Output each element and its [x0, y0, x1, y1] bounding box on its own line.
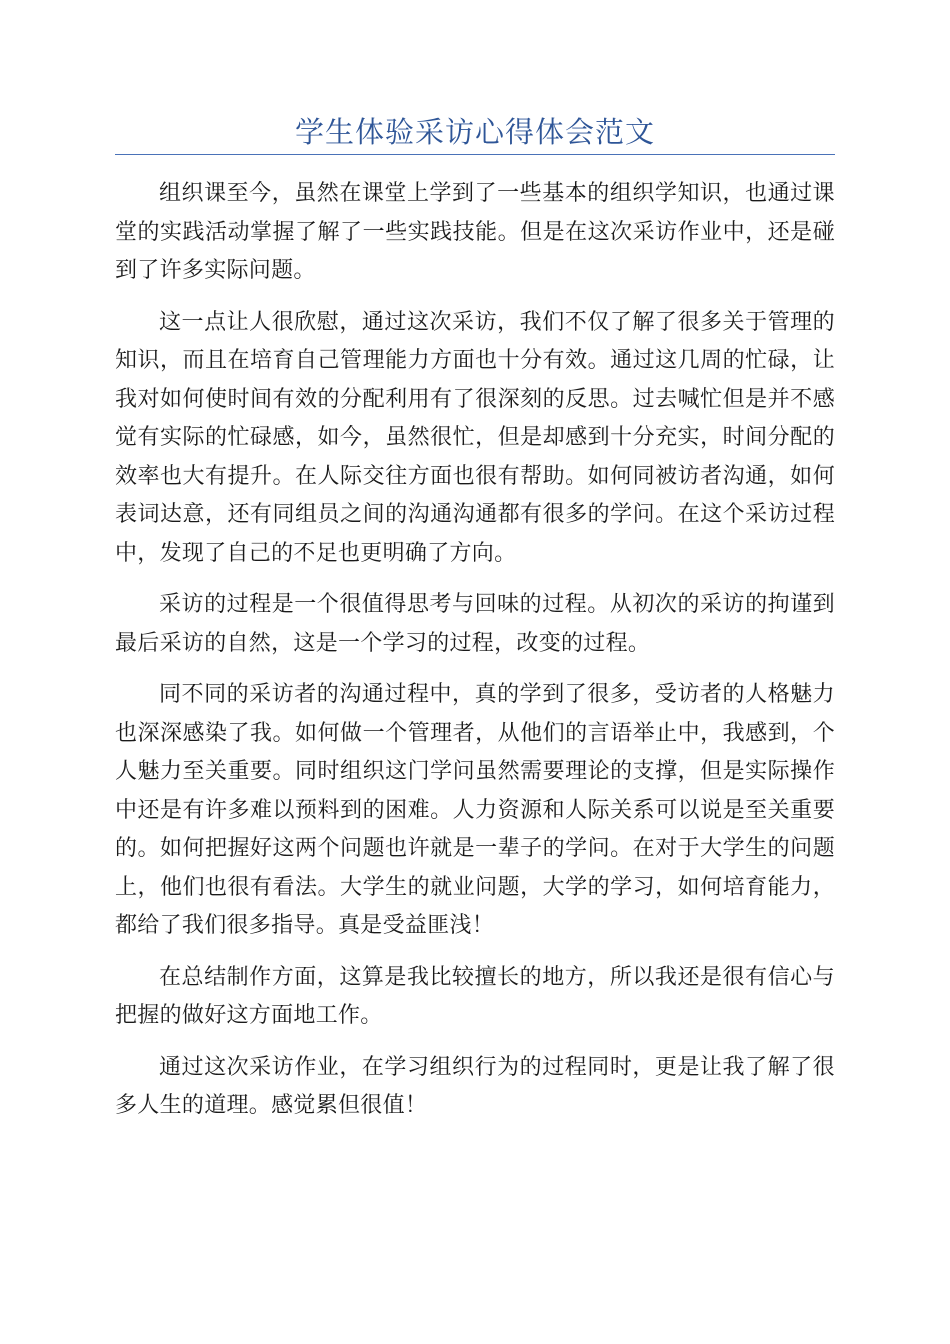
title-underline-divider — [115, 154, 835, 155]
paragraph: 同不同的采访者的沟通过程中，真的学到了很多，受访者的人格魅力也深深感染了我。如何做一个管理者，从他们的言语举止中，我感到，个人魅力至关重要。同时组织这门学问虽然需要理论的支撑，但是实际操作中还是有许多难以预料到的困难。人力资源和人际关系可以说是至关重要的。如何把握好这两个问题也许就是一辈子的学问。在对于大学生的问题上，他们也很有看法。大学生的就业问题，大学的学习，如何培育能力，都给了我们很多指导。真是受益匪浅！ — [115, 682, 835, 938]
paragraph: 采访的过程是一个很值得思考与回味的过程。从初次的采访的拘谨到最后采访的自然，这是一个学习的过程，改变的过程。 — [115, 592, 835, 656]
document-title: 学生体验采访心得体会范文 — [294, 115, 655, 149]
paragraph: 这一点让人很欣慰，通过这次采访，我们不仅了解了很多关于管理的知识，而且在培育自己管理能力方面也十分有效。通过这几周的忙碌，让我对如何使时间有效的分配利用有了很深刻的反思。过去喊忙但是并不感觉有实际的忙碌感，如今，虽然很忙，但是却感到十分充实，时间分配的效率也大有提升。在人际交往方面也很有帮助。如何同被访者沟通，如何表词达意，还有同组员之间的沟通沟通都有很多的学问。在这个采访过程中，发现了自己的不足也更明确了方向。 — [115, 309, 835, 566]
document-body — [115, 175, 835, 1139]
paragraph: 在总结制作方面，这算是我比较擅长的地方，所以我还是很有信心与把握的做好这方面地工作。 — [115, 964, 835, 1028]
paragraph: 组织课至今，虽然在课堂上学到了一些基本的组织学知识，也通过课堂的实践活动掌握了解了一些实践技能。但是在这次采访作业中，还是碰到了许多实际问题。 — [115, 181, 835, 283]
paragraph: 通过这次采访作业，在学习组织行为的过程同时，更是让我了解了很多人生的道理。感觉累但很值！ — [115, 1054, 835, 1118]
